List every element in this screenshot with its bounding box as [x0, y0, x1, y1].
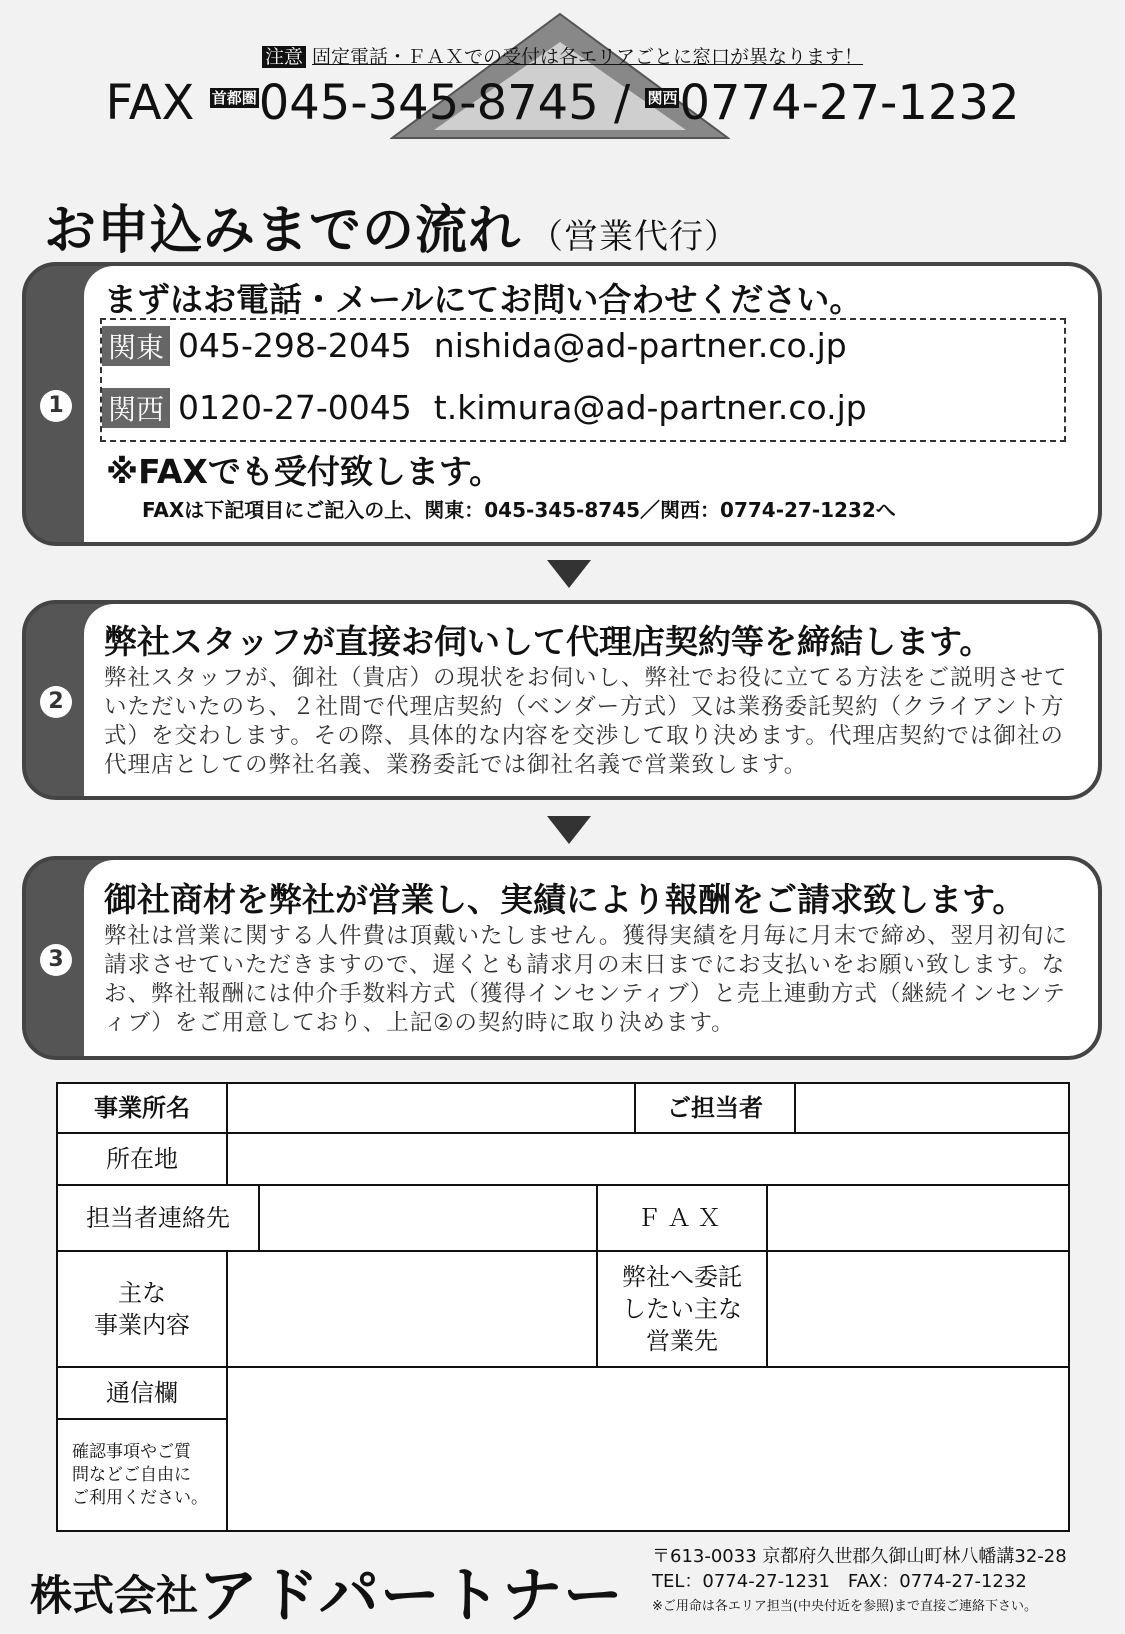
contact-row-kansai — [102, 388, 867, 428]
area2-fax-number: 0774-27-1232 — [679, 75, 1020, 131]
comments-note: 確認事項やご質 問などご自由に ご利用ください。 — [58, 1420, 228, 1530]
field-comments[interactable] — [228, 1368, 1068, 1530]
step-body-3: 弊社は営業に関する人件費は頂戴いたしません。獲得実績を月毎に月末で締め、翌月初旬に請求させていただきますので、遅くとも請求月の末日までにお支払いをお願い致します。なお、弊社報酬には仲介手数料方式（獲得インセンティブ）と売上連動方式（継続インセンティブ）をご用意しており、上記②の契約時に取り決めます。 — [104, 923, 1068, 1036]
company-logo — [30, 1548, 624, 1634]
label-comments: 通信欄 — [58, 1368, 228, 1420]
fax-sub-note: FAXは下記項目にご記入の上、関東：045-345-8745／関西：0774-27-1232へ — [142, 498, 896, 522]
field-fax[interactable] — [768, 1186, 1068, 1252]
application-form — [56, 1082, 1070, 1532]
area1-fax-number: 045-345-8745 — [258, 75, 599, 131]
step-heading-3: 御社商材を弊社が営業し、実績により報酬をご請求致します。 — [104, 880, 1026, 919]
notice-line — [0, 42, 1125, 69]
step-heading-2: 弊社スタッフが直接お伺いして代理店契約等を締結します。 — [104, 622, 993, 661]
company-address-block — [652, 1544, 1067, 1619]
company-name: アドパートナー — [198, 1561, 624, 1631]
contact-phone: 0120-27-0045 — [178, 388, 412, 427]
fax-separator: / — [614, 75, 631, 131]
footer-note: ※ご用命は各エリア担当(中央付近を参照)まで直接ご連絡下さい。 — [652, 1599, 1038, 1614]
label-address: 所在地 — [58, 1134, 228, 1186]
field-address[interactable] — [228, 1134, 1068, 1186]
field-target-clients[interactable] — [768, 1252, 1068, 1368]
contact-phone: 045-298-2045 — [178, 326, 412, 365]
step-card-3 — [22, 856, 1102, 1060]
label-main-business: 主な 事業内容 — [58, 1252, 228, 1368]
step-number-2: 2 — [40, 686, 72, 718]
fax-label: FAX — [105, 75, 195, 131]
label-fax: ＦＡＸ — [598, 1186, 768, 1252]
label-contact-info: 担当者連絡先 — [58, 1186, 260, 1252]
company-address: 〒613-0033 京都府久世郡久御山町林八幡講32-28 — [652, 1546, 1067, 1567]
title-sub: （営業代行） — [529, 217, 740, 257]
contact-row-kanto — [102, 326, 847, 366]
area2-tag: 関西 — [647, 89, 678, 107]
field-contact-person[interactable] — [796, 1084, 1068, 1134]
fax-header — [0, 70, 1125, 131]
company-tel-fax: TEL：0774-27-1231 FAX：0774-27-1232 — [652, 1571, 1027, 1592]
step-number-1: 1 — [40, 390, 72, 422]
label-target-clients: 弊社へ委託 したい主な 営業先 — [598, 1252, 768, 1368]
contact-email: t.kimura@ad-partner.co.jp — [433, 388, 867, 427]
step-body-2: 弊社スタッフが、御社（貴店）の現状をお伺いし、弊社でお役に立てる方法をご説明させていただいたのち、２社間で代理店契約（ベンダー方式）又は業務委託契約（クライアント方式）を交わします。その際、具体的な内容を交渉して取り決めます。代理店契約では御社の代理店としての弊社名義、業務委託では御社名義で営業致します。 — [104, 665, 1068, 778]
page-title — [44, 188, 739, 263]
label-contact-person: ご担当者 — [636, 1084, 796, 1134]
step-card-1 — [22, 262, 1102, 546]
area1-tag: 首都圏 — [211, 89, 257, 107]
label-company-name: 事業所名 — [58, 1084, 228, 1134]
fax-note: ※FAXでも受付致します。 — [106, 452, 503, 491]
step-number-3: 3 — [40, 944, 72, 976]
down-arrow-icon — [547, 816, 591, 844]
notice-tag: 注意 — [262, 46, 306, 68]
notice-text: 固定電話・ＦＡＸでの受付は各エリアごとに窓口が異なります！ — [312, 46, 864, 68]
contact-area-label: 関東 — [102, 326, 170, 366]
step-card-2 — [22, 600, 1102, 800]
company-prefix: 株式会社 — [30, 1571, 199, 1620]
contact-email: nishida@ad-partner.co.jp — [433, 326, 847, 365]
field-contact-info[interactable] — [260, 1186, 598, 1252]
contact-area-label: 関西 — [102, 388, 170, 428]
step-heading-1: まずはお電話・メールにてお問い合わせください。 — [104, 280, 863, 319]
field-company-name[interactable] — [228, 1084, 636, 1134]
title-main: お申込みまでの流れ — [44, 201, 522, 261]
down-arrow-icon — [547, 560, 591, 588]
field-main-business[interactable] — [228, 1252, 598, 1368]
